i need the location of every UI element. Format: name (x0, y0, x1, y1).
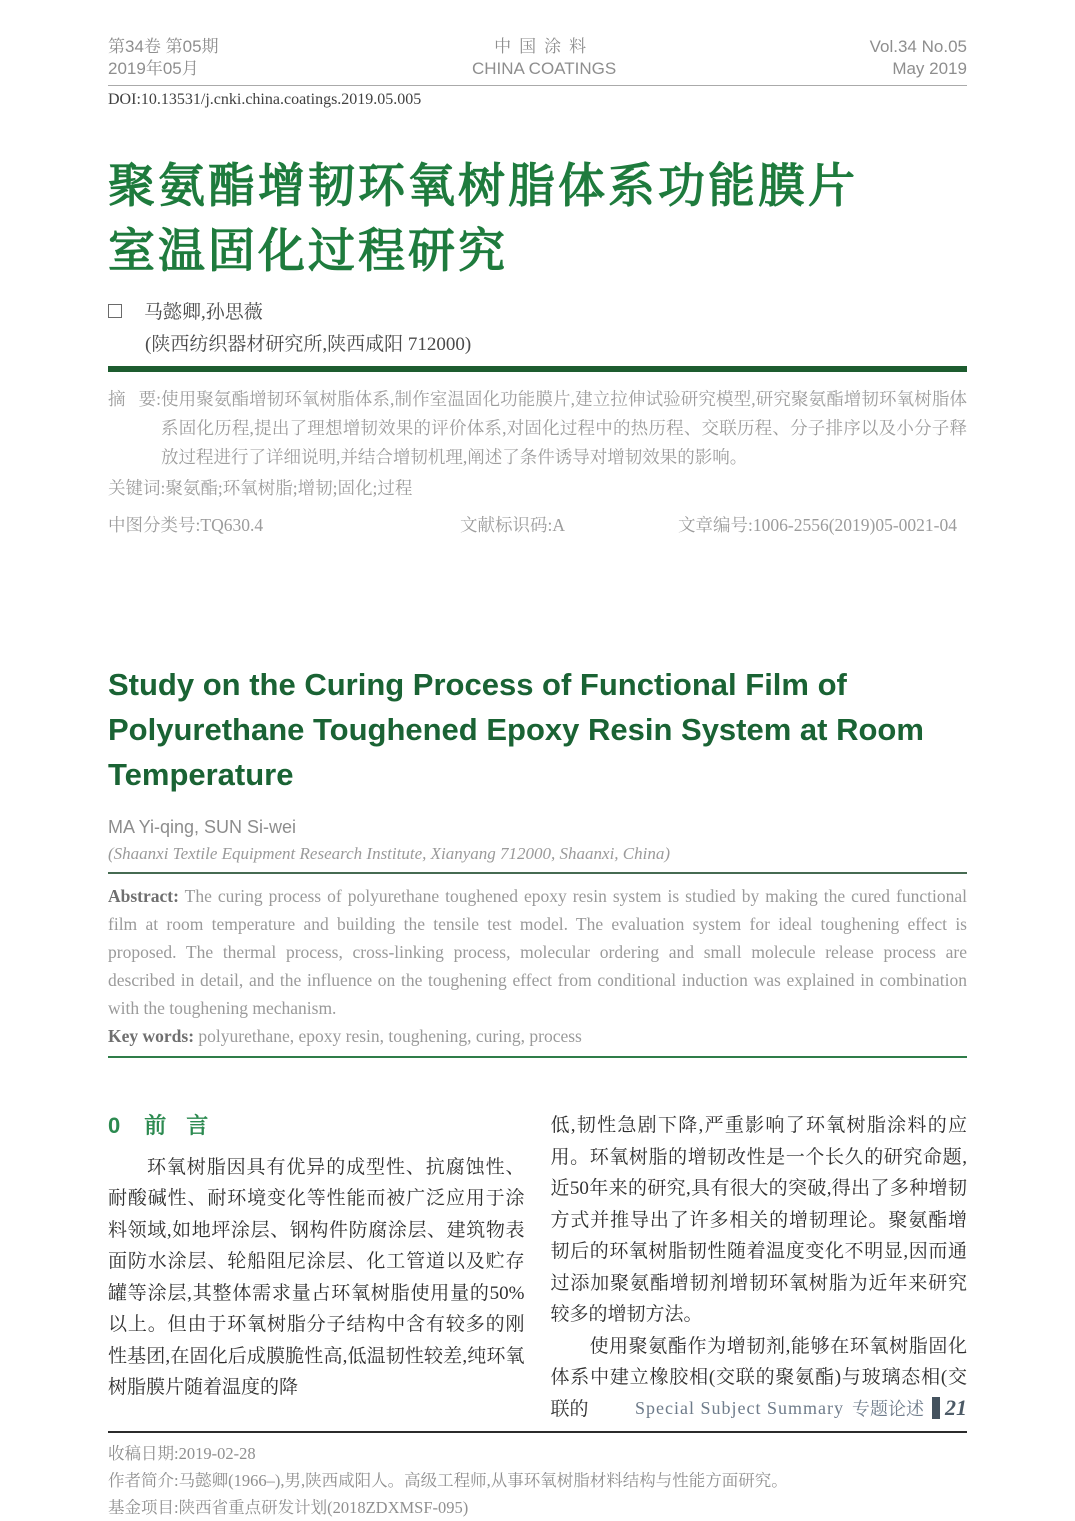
footer-section-zh: 专题论述 (852, 1399, 924, 1419)
document-code: 文献标识码:A (460, 515, 566, 535)
footnote-funding: 基金项目:陕西省重点研发计划(2018ZDXMSF-095) (108, 1498, 469, 1517)
clc-number: 中图分类号:TQ630.4 (108, 515, 264, 535)
header-divider (108, 85, 967, 86)
keywords-en-row (108, 1022, 967, 1050)
abstract-en-paragraph (108, 882, 967, 1022)
keywords-zh: 聚氨酯;环氧树脂;增韧;固化;过程 (165, 478, 413, 498)
section-0-heading (108, 1110, 525, 1142)
authors-zh (108, 297, 967, 324)
abstract-en-bottom-divider (108, 1056, 967, 1058)
authors-en: MA Yi-qing, SUN Si-wei (108, 817, 297, 837)
doi: DOI:10.13531/j.cnki.china.coatings.2019.05.005 (108, 91, 422, 108)
body-column-left (108, 1110, 525, 1425)
author-names-zh: 马懿卿,孙思薇 (144, 302, 263, 323)
article-title-en: Study on the Curing Process of Functional Film of Polyurethane Toughened Epoxy Resin System at Room Temperature (108, 667, 924, 792)
abstract-zh-label: 摘 要: (108, 389, 161, 409)
journal-header (108, 36, 967, 80)
affiliation-zh: (陕西纺织器材研究所,陕西咸阳 712000) (145, 334, 472, 355)
author-checkbox-icon (108, 304, 122, 318)
header-journal-name (472, 36, 616, 80)
header-volume-issue-en (870, 36, 967, 80)
abstract-en-top-divider (108, 872, 967, 874)
footnote-divider (108, 1431, 967, 1433)
body-paragraph: 低,韧性急剧下降,严重影响了环氧树脂涂料的应用。环氧树脂的增韧改性是一个长久的研究命题,近50年来的研究,具有很大的突破,得出了多种增韧方式并推导出了许多相关的增韧理论。聚氨酯增韧后的环氧树脂韧性随着温度变化不明显,因而通过添加聚氨酯增韧剂增韧环氧树脂为近年来研究较多的增韧方法。 (550, 1115, 967, 1325)
date-zh: 2019年05月 (108, 59, 199, 78)
article-title-zh-line1: 聚氨酯增韧环氧树脂体系功能膜片 (108, 159, 858, 212)
article-id: 文章编号:1006-2556(2019)05-0021-04 (678, 515, 958, 535)
page-footer (635, 1395, 967, 1421)
abstract-top-bar (108, 366, 967, 372)
keywords-zh-label: 关键词: (108, 478, 166, 498)
page-number-bar-icon (932, 1397, 940, 1419)
article-title-zh-line2: 室温固化过程研究 (108, 224, 508, 277)
section-0-number: 0 (108, 1113, 121, 1138)
volume-issue-zh: 第34卷 第05期 (108, 37, 219, 56)
header-volume-issue (108, 36, 219, 80)
journal-name-en: CHINA COATINGS (471, 59, 617, 78)
body-column-right (551, 1110, 968, 1425)
abstract-zh-block (108, 385, 967, 540)
abstract-en-block (108, 882, 967, 1050)
abstract-zh-text: 使用聚氨酯增韧环氧树脂体系,制作室温固化功能膜片,建立拉伸试验研究模型,研究聚氨酯增韧环氧树脂体系固化历程,提出了理想增韧效果的评价体系,对固化过程中的热历程、交联历程、分子排序以及小分子释放过程进行了详细说明,并结合增韧机理,阐述了条件诱导对增韧效果的影响。 (161, 389, 967, 467)
affiliation-en: (Shaanxi Textile Equipment Research Institute, Xianyang 712000, Shaanxi, China) (108, 844, 671, 863)
body-paragraph: 使用聚氨酯作为增韧剂,能够在环氧树脂固化体系中建立橡胶相(交联的聚氨酯)与玻璃态相(交联的 (550, 1335, 967, 1420)
abstract-en-text: The curing process of polyurethane toughened epoxy resin system is studied by making the cured functional film at room temperature and building the tensile test model. The evaluation system for ideal toughening effect is proposed. The thermal process, cross-linking process, molecular ordering and small molecule release process are described in detail, and the influence on the toughening effect from conditional induction was explained in combination with the toughening mechanism. (108, 886, 968, 1018)
keywords-en-label: Key words: (108, 1026, 195, 1046)
page-number: 21 (945, 1395, 967, 1420)
footnotes-block (108, 1440, 967, 1521)
article-title-zh (108, 153, 967, 283)
footnote-author-bio: 作者简介:马懿卿(1966–),男,陕西咸阳人。高级工程师,从事环氧树脂材料结构与性能方面研究。 (108, 1471, 788, 1490)
journal-name-zh: 中国涂料 (494, 37, 595, 56)
body-columns (108, 1110, 967, 1425)
footnote-received: 收稿日期:2019-02-28 (108, 1444, 256, 1463)
volume-issue-en: Vol.34 No.05 (869, 37, 967, 56)
classification-row (108, 511, 967, 540)
body-paragraph: 环氧树脂因具有优异的成型性、抗腐蚀性、耐酸碱性、耐环境变化等性能而被广泛应用于涂料领域,如地坪涂层、钢构件防腐涂层、建筑物表面防水涂层、轮船阻尼涂层、化工管道以及贮存罐等涂层,其整体需求量占环氧树脂使用量的50%以上。但由于环氧树脂分子结构中含有较多的刚性基团,在固化后成膜脆性高,低温韧性较差,纯环氧树脂膜片随着温度的降 (108, 1156, 525, 1398)
footer-section-en: Special Subject Summary (635, 1397, 844, 1418)
abstract-en-label: Abstract: (108, 886, 179, 906)
abstract-zh-row (108, 385, 967, 472)
keywords-en: polyurethane, epoxy resin, toughening, curing, process (198, 1026, 582, 1046)
keywords-zh-row (108, 474, 967, 503)
date-en: May 2019 (892, 59, 967, 78)
section-0-title: 前言 (144, 1113, 229, 1138)
